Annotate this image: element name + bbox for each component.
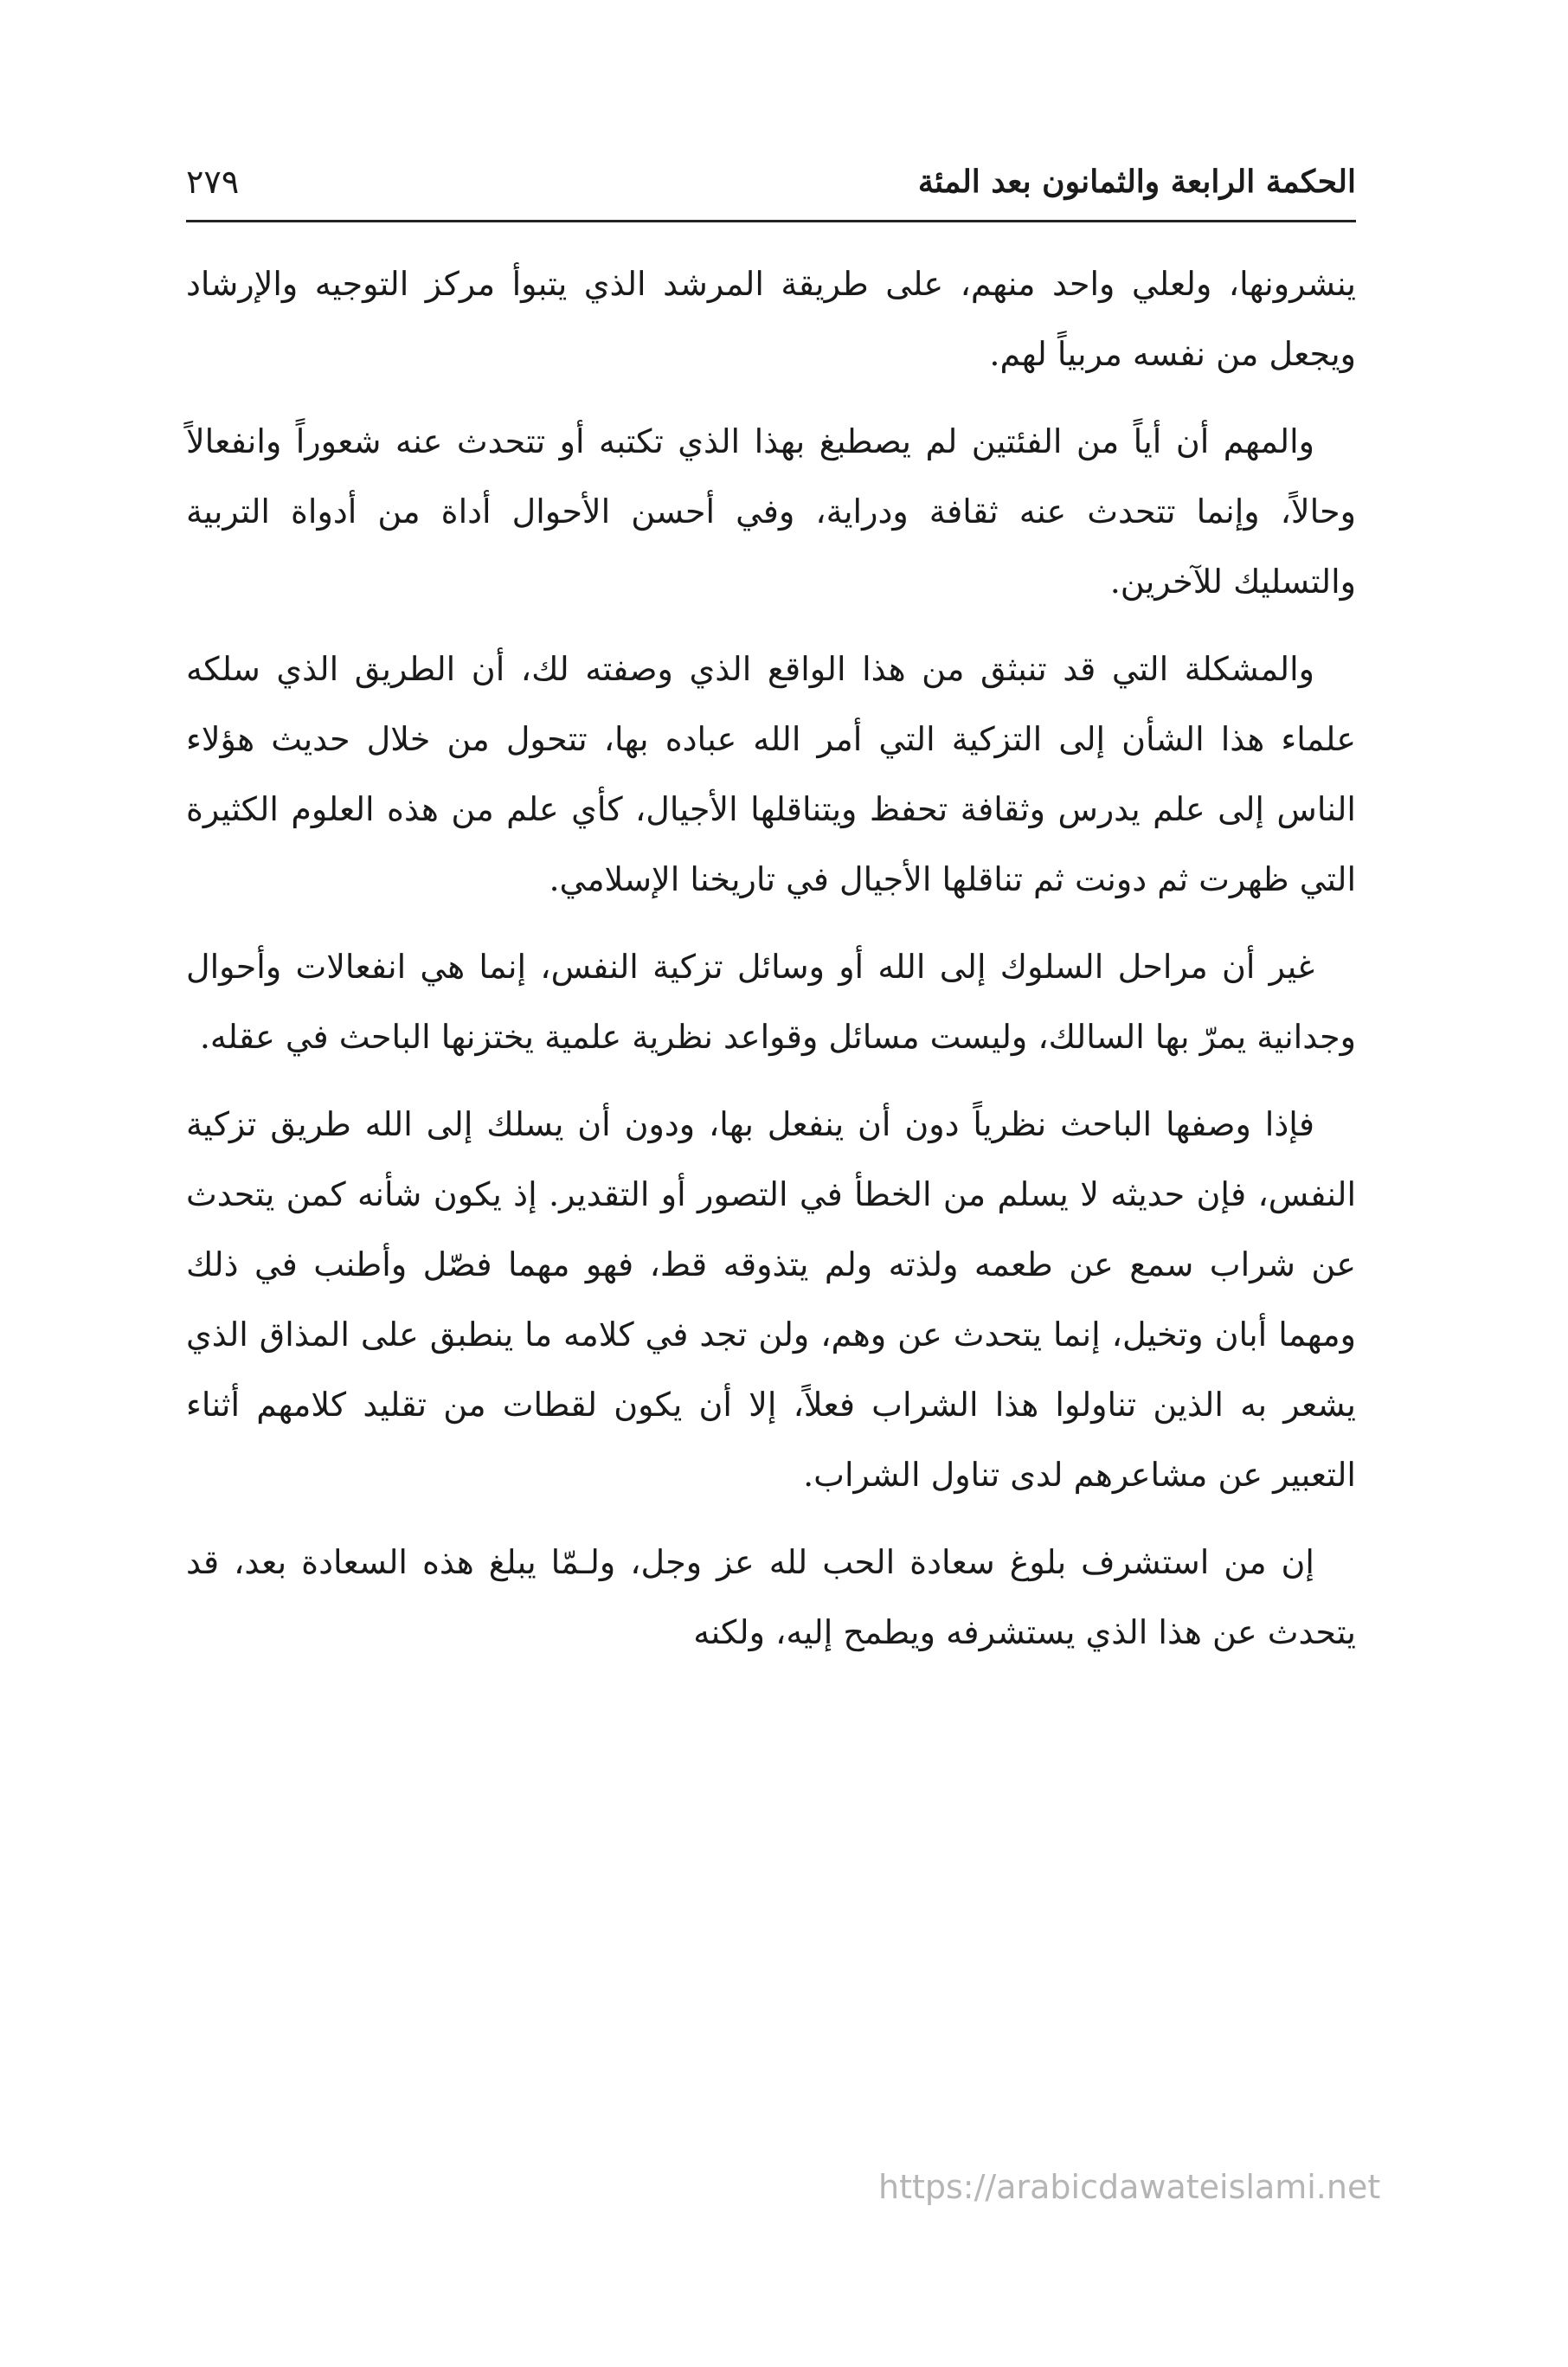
paragraph-4: غير أن مراحل السلوك إلى الله أو وسائل تزكية النفس، إنما هي انفعالات وأحوال وجدانية يمرّ بها السالك، وليست مسائل وقواعد نظرية علمية يختزنها الباحث في عقله. [186,948,1356,1056]
paragraph-5: فإذا وصفها الباحث نظرياً دون أن ينفعل بها، ودون أن يسلك إلى الله طريق تزكية النفس، فإن حديثه لا يسلم من الخطأ في التصور أو التقدير. إذ يكون شأنه كمن يتحدث عن شراب سمع عن طعمه ولذته ولم يتذوقه قط، فهو مهما فصّل وأطنب في ذلك ومهما أبان وتخيل، إنما يتحدث عن وهم، ولن تجد في كلامه ما ينطبق على المذاق الذي يشعر به الذين تناولوا هذا الشراب فعلاً، إلا أن يكون لقطات من تقليد كلامهم أثناء التعبير عن مشاعرهم لدى تناول الشراب. [186,1105,1356,1494]
header-divider [186,220,1356,222]
paragraph-6: إن من استشرف بلوغ سعادة الحب لله عز وجل، ولـمّا يبلغ هذه السعادة بعد، قد يتحدث عن هذا الذي يستشرفه ويطمح إليه، ولكنه [186,1543,1356,1651]
paragraph-2: والمهم أن أياً من الفئتين لم يصطبغ بهذا الذي تكتبه أو تتحدث عنه شعوراً وانفعالاً وحالاً، وإنما تتحدث عنه ثقافة ودراية، وفي أحسن الأحوال أداة من أدواة التربية والتسليك للآخرين. [186,422,1356,601]
paragraph-3: والمشكلة التي قد تنبثق من هذا الواقع الذي وصفته لك، أن الطريق الذي سلكه علماء هذا الشأن إلى التزكية التي أمر الله عباده بها، تتحول من خلال حديث هؤلاء الناس إلى علم يدرس وثقافة تحفظ ويتناقلها الأجيال، كأي علم من هذه العلوم الكثيرة التي ظهرت ثم دونت ثم تناقلها الأجيال في تاريخنا الإسلامي. [186,650,1356,898]
page-number: ٢٧٩ [186,163,240,201]
running-header [186,147,1356,216]
body-text [186,249,1356,1685]
chapter-title: الحكمة الرابعة والثمانون بعد المئة [917,164,1356,200]
watermark-url: https://arabicdawateislami.net [878,2168,1381,2206]
paragraph-1: ينشرونها، ولعلي واحد منهم، على طريقة المرشد الذي يتبوأ مركز التوجيه والإرشاد ويجعل من نفسه مربياً لهم. [186,265,1356,373]
